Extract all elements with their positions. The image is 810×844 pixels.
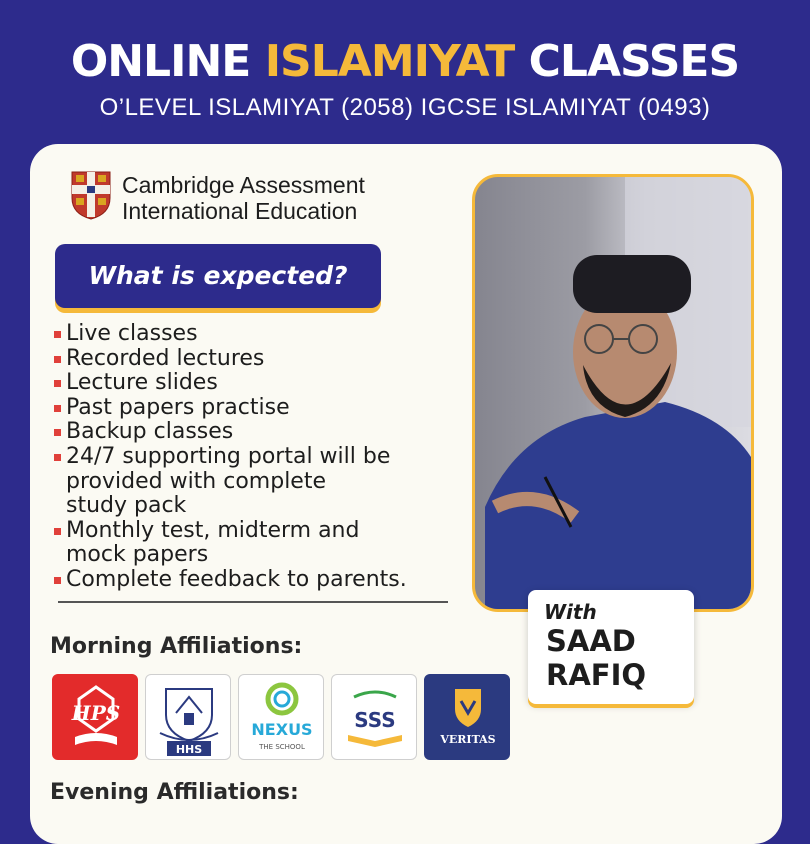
nexus-ring-icon <box>239 675 324 760</box>
teacher-portrait-icon <box>475 177 751 609</box>
header-subtitle: O’LEVEL ISLAMIYAT (2058) IGCSE ISLAMIYAT (0493) <box>99 94 711 121</box>
title-online: ONLINE <box>70 36 251 87</box>
list-item <box>54 519 474 568</box>
feature-line: Lecture slides <box>66 370 218 396</box>
header-title <box>0 36 810 87</box>
teacher-name-card <box>528 590 694 704</box>
features-list <box>54 322 474 593</box>
bullet-icon <box>54 356 61 363</box>
with-label: With <box>544 600 597 624</box>
feature-line: Complete feedback to parents. <box>66 566 407 592</box>
teacher-first-name: SAAD <box>546 624 636 658</box>
hhs-logo <box>145 674 231 760</box>
title-islamiyat: ISLAMIYAT <box>264 36 515 87</box>
cambridge-text <box>122 172 365 224</box>
cambridge-shield-icon <box>70 170 112 220</box>
feature-line: Past papers practise <box>66 394 290 420</box>
list-item <box>54 420 474 445</box>
bullet-icon <box>54 405 61 412</box>
bullet-icon <box>54 429 61 436</box>
list-item <box>54 396 474 421</box>
title-classes: CLASSES <box>528 36 740 87</box>
nexus-logo-subtext: THE SCHOOL <box>259 743 305 751</box>
cambridge-logo <box>70 170 400 226</box>
feature-line: Live classes <box>66 321 198 346</box>
hps-logo-text: HPS <box>71 701 121 725</box>
list-item <box>54 347 474 372</box>
affiliate-logos <box>52 674 512 762</box>
feature-line: Monthly test, midterm and <box>66 517 360 543</box>
hhs-logo-text: HHS <box>175 743 203 756</box>
veritas-shield-icon <box>425 675 510 760</box>
feature-line: 24/7 supporting portal will be <box>66 443 391 469</box>
cambridge-line1: Cambridge Assessment <box>122 172 365 198</box>
list-item <box>54 371 474 396</box>
nexus-logo <box>238 674 324 760</box>
bullet-icon <box>54 528 61 535</box>
hps-emblem-icon <box>53 675 138 760</box>
sss-logo-text: SSS <box>354 708 396 732</box>
veritas-logo <box>424 674 510 760</box>
evening-affiliations-title: Evening Affiliations: <box>50 780 299 805</box>
bullet-icon <box>54 331 61 338</box>
list-item <box>54 568 474 593</box>
teacher-name <box>546 624 646 692</box>
feature-line: Backup classes <box>66 419 234 445</box>
list-item <box>54 322 474 347</box>
cambridge-line2: International Education <box>122 198 358 224</box>
veritas-logo-text: VERITAS <box>440 733 496 746</box>
sss-logo <box>331 674 417 760</box>
hps-logo <box>52 674 138 760</box>
sss-book-icon <box>332 675 417 760</box>
feature-line: study pack <box>66 493 187 519</box>
list-item <box>54 445 474 519</box>
morning-affiliations-title: Morning Affiliations: <box>50 634 303 659</box>
feature-line: Recorded lectures <box>66 345 265 371</box>
teacher-photo <box>472 174 754 612</box>
hhs-crest-icon <box>146 675 231 760</box>
bullet-icon <box>54 577 61 584</box>
feature-line: provided with complete <box>66 468 327 494</box>
nexus-logo-text: NEXUS <box>251 720 313 739</box>
bullet-icon <box>54 380 61 387</box>
expected-heading: What is expected? <box>55 244 381 308</box>
bullet-icon <box>54 454 61 461</box>
content-card <box>30 144 782 844</box>
teacher-last-name: RAFIQ <box>546 658 647 692</box>
feature-line: mock papers <box>66 542 209 568</box>
divider <box>58 601 448 603</box>
